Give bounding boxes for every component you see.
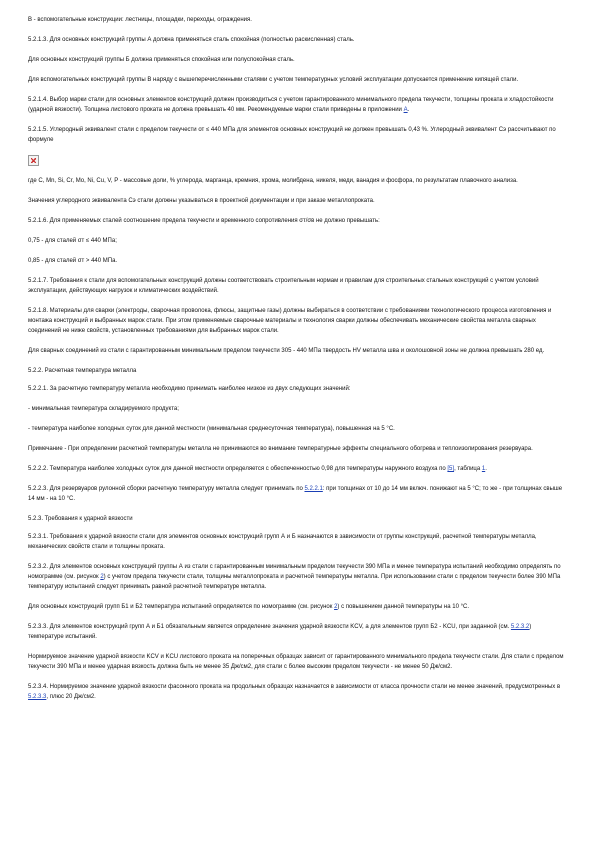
paragraph-text: 5.2.1.4. Выбор марки стали для основных элементов конструкций должен производиться с учетом гарантированного минимального предела текучести, толщины проката и хладостойкости (ударной вязкости). Толщина листового проката не должна превышать 40 мм. Рекомендуемые марки стали приведены в приложении	[28, 97, 554, 113]
paragraph: Нормируемое значение ударной вязкости KCV и KCU листового проката на поперечных образцах зависит от гарантированного минимального предела текучести стали. Для стали с пределом текучести 390 МПа и менее ударная вязкость должна быть не менее 35 Дж/см2, для стали с более высоким пределом текучести - не менее 50 Дж/см2.	[28, 654, 564, 671]
cross-reference-link[interactable]: А	[403, 107, 408, 113]
paragraph: 5.2.3.1. Требования к ударной вязкости стали для элементов основных конструкций групп А и Б назначаются в зависимости от группы конструкций, расчетной температуры металла, механических свойств стали и толщины проката.	[28, 534, 537, 551]
paragraph	[28, 622, 567, 642]
paragraph	[28, 562, 567, 592]
paragraph-text: Для основных конструкций групп Б1 и Б2 температура испытаний определяется по номограмме (см. рисунок	[28, 604, 335, 611]
paragraph: 0,85 - для сталей σт > 440 МПа.	[28, 258, 118, 265]
paragraph-text: 5.2.2.2. Температура наиболее холодных суток для данной местности определяется с обеспеченностью 0,98 для температуры наружного воздуха по	[28, 466, 448, 473]
paragraph: где C, Mn, Si, Cr, Mo, Ni, Cu, V, P - массовые доли, % углерода, марганца, кремния, хрома, молибдена, никеля, меди, ванадия и фосфора, по результатам плавочного анализа.	[28, 178, 518, 185]
paragraph-text: ) с учетом предела текучести стали, толщины металлопроката и расчетной температуры металла. При использовании стали с пределом текучести более 390 МПа температуру испытаний следует принимать равной расчетной температуре металла.	[28, 574, 561, 591]
paragraph	[28, 602, 567, 612]
cross-reference-link[interactable]: [5]	[447, 466, 455, 473]
paragraph-text: , таблица	[454, 466, 482, 473]
paragraph-text: .	[407, 107, 410, 113]
paragraph-text: ) с повышением данной температуры на 10 °С.	[337, 604, 469, 611]
paragraph-text: , плюс 20 Дж/см2.	[46, 694, 96, 701]
paragraph-text: 5.2.3.3. Для элементов конструкций групп А и Б1 обязательным является определение значения ударной вязкости KCV, а для элементов групп Б2 - KCU, при заданной (см.	[28, 624, 511, 631]
paragraph	[28, 682, 567, 702]
cross-reference-link[interactable]: 2	[334, 604, 338, 611]
section-heading: 5.2.2. Расчетная температура металла	[28, 368, 137, 375]
paragraph	[28, 464, 567, 474]
paragraph-text: .	[485, 466, 487, 473]
paragraph: 5.2.1.6. Для применяемых сталей соотношение предела текучести и временного сопротивления σт/σв не должно превышать:	[28, 218, 380, 225]
cross-reference-link[interactable]: 5.2.2.1	[304, 486, 323, 493]
cross-reference-link[interactable]: 5.2.3.2	[510, 624, 530, 631]
paragraph: В - вспомогательные конструкции: лестницы, площадки, переходы, ограждения.	[28, 17, 252, 23]
paragraph: - минимальная температура складируемого продукта;	[28, 406, 179, 413]
paragraph-text: 5.2.3.4. Нормируемое значение ударной вязкости фасонного проката на продольных образцах назначается в зависимости от класса прочности стали не менее значений, предусмотренных в	[28, 684, 561, 691]
paragraph: - температура наиболее холодных суток для данной местности (минимальная среднесуточная температура), повышенная на 5 °С.	[28, 426, 395, 433]
paragraph-text: : при толщинах от 10 до 14 мм включ. понижают на 5 °С; то же - при толщинах свыше 14 мм - на 10 °С.	[28, 486, 563, 503]
paragraph: Для сварных соединений из стали с гарантированным минимальным пределом текучести 305 - 440 МПа твердость HV металла шва и околошовной зоны не должна превышать 280 ед.	[28, 348, 545, 355]
paragraph: Для вспомогательных конструкций группы В наряду с вышеперечисленными сталями с учетом температурных условий эксплуатации допускается применение кипящей стали.	[28, 77, 519, 83]
cross-reference-link[interactable]: 1	[481, 466, 486, 473]
paragraph-text: 5.2.3.2. Для элементов основных конструкций группы А из стали с гарантированным минимальным пределом текучести 390 МПа и менее температура испытаний необходимо определять по номограмме (см. рисунок	[28, 564, 561, 581]
paragraph: 5.2.1.8. Материалы для сварки (электроды, сварочная проволока, флюсы, защитные газы) должны выбираться в соответствии с требованиями технологического процесса изготовления и монтажа конструкций и выбранных марок стали. При этом применяемые сварочные материалы и технология сварки должны обеспечивать механические свойства металла сварных соединений не ниже свойств, установленных требованиями для выбранных марок стали.	[28, 308, 552, 335]
formula-image-placeholder	[28, 155, 567, 166]
paragraph	[28, 95, 567, 115]
paragraph	[28, 484, 567, 504]
cross-reference-link[interactable]: 5.2.3.3	[28, 694, 47, 701]
paragraph-text: ) температуре испытаний.	[28, 624, 532, 641]
paragraph: Примечание - При определении расчетной температуры металла не принимаются во внимание температурные эффекты специального обогрева и теплоизолирования резервуара.	[28, 446, 533, 453]
paragraph: Для основных конструкций группы Б должна применяться спокойная или полуспокойная сталь.	[28, 57, 295, 63]
paragraph: 5.2.1.7. Требования к стали для вспомогательных конструкций должны соответствовать строительным нормам и правилам для строительных стальных конструкций с учетом условий эксплуатации, действующих нагрузок и климатических воздействий.	[28, 278, 539, 295]
paragraph: 0,75 - для сталей σт ≤ 440 МПа;	[28, 238, 117, 245]
broken-image-icon	[28, 155, 39, 166]
paragraph: 5.2.1.5. Углеродный эквивалент стали с пределом текучести от ≤ 440 МПа для элементов основных конструкций не должен превышать 0,43 %. Углеродный эквивалент Сэ рассчитывают по формуле	[28, 127, 556, 143]
cross-reference-link[interactable]: 2	[100, 574, 104, 581]
paragraph: 5.2.1.3. Для основных конструкций группы А должна применяться сталь спокойная (полностью раскисленная) сталь.	[28, 37, 355, 43]
paragraph-text: 5.2.2.3. Для резервуаров рулонной сборки расчетную температуру металла следует принимать по	[28, 486, 305, 493]
section-heading: 5.2.3. Требования к ударной вязкости	[28, 516, 133, 523]
paragraph: Значения углеродного эквивалента Сэ стали должны указываться в проектной документации и при заказе металлопроката.	[28, 198, 375, 205]
paragraph: 5.2.2.1. За расчетную температуру металла необходимо принимать наиболее низкое из двух следующих значений:	[28, 386, 351, 393]
